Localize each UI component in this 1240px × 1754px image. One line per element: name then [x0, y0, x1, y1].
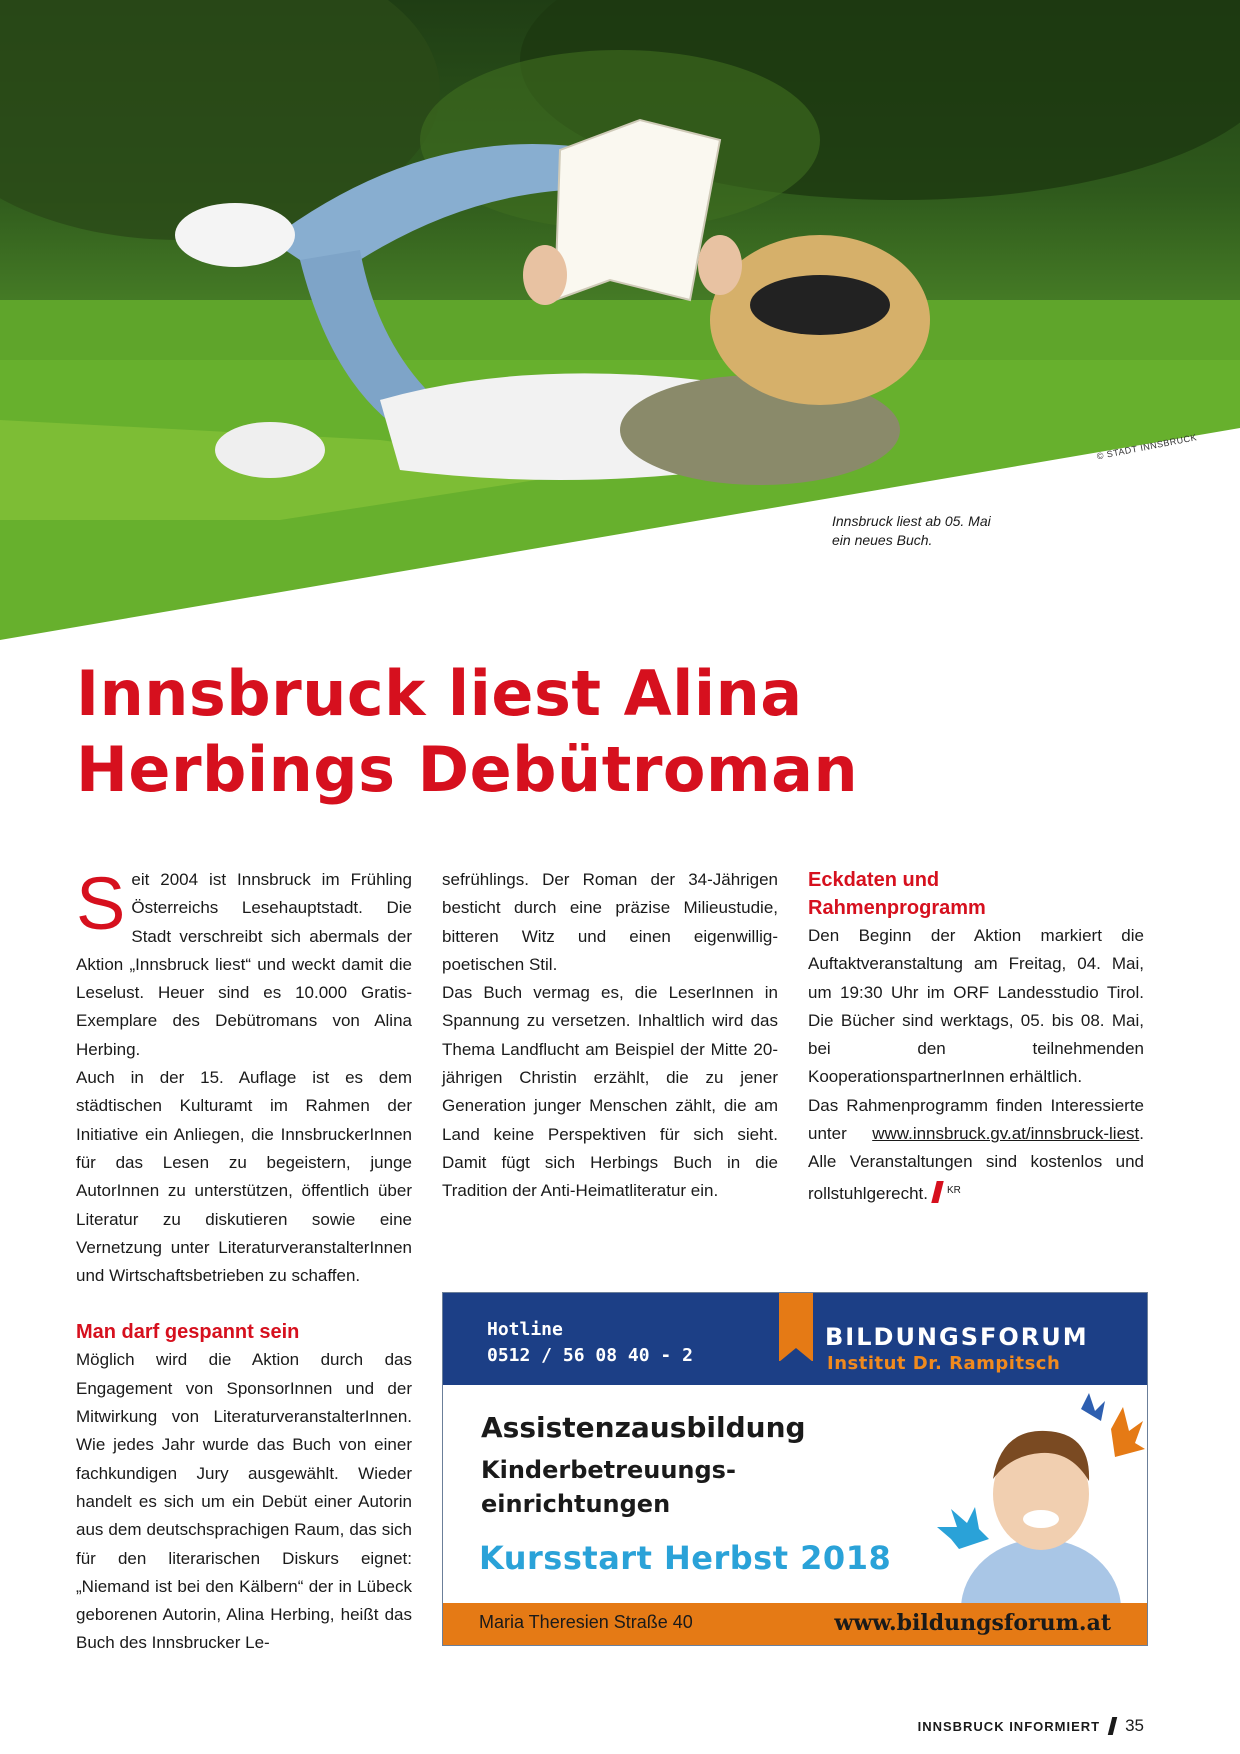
paragraph-6: Den Beginn der Aktion markiert die Auftaktveranstaltung am Freitag, 04. Mai, um 19:30 Uhr im ORF Landesstudio Tirol. Die Bücher sind werktags, 05. bis 08. Mai, bei den teilnehmenden KooperationspartnerInnen erhältlich. [808, 926, 1144, 1087]
article-column-3 [808, 866, 1144, 1208]
innsbruck-liest-link[interactable]: www.innsbruck.gv.at/innsbruck-liest [872, 1124, 1140, 1144]
title-line-2: Herbings Debütroman [76, 733, 859, 806]
article-column-2 [442, 866, 778, 1206]
ad-hotline [487, 1317, 693, 1369]
ad-brand: BILDUNGSFORUM [825, 1323, 1089, 1351]
subhead-eckdaten [808, 866, 1144, 922]
advertisement-bildungsforum[interactable] [442, 1292, 1148, 1646]
paragraph-7 [808, 1092, 1144, 1208]
ad-course-start: Kursstart Herbst 2018 [479, 1539, 892, 1577]
diagonal-white-cut [0, 0, 1240, 640]
ad-header-bar [443, 1293, 1147, 1385]
ad-footer-bar [443, 1603, 1147, 1645]
subhead-eckdaten-line-2: Rahmenprogramm [808, 897, 986, 919]
author-initials: KR [947, 1184, 961, 1196]
child-painted-hands-image [931, 1389, 1147, 1603]
paragraph-7-text-end: . Alle Veranstaltungen sind kostenlos und rollstuhlgerecht. [808, 1124, 1144, 1203]
publication-name: INNSBRUCK INFORMIERT [917, 1719, 1101, 1734]
page-number: 35 [1125, 1716, 1144, 1735]
paragraph-intro [76, 862, 412, 1064]
bookmark-ribbon-icon [779, 1293, 813, 1361]
caption-line-1: Innsbruck liest ab 05. Mai [832, 513, 991, 529]
paragraph-2: Auch in der 15. Auflage ist es dem städtischen Kulturamt im Rahmen der Initiative ein Anliegen, die InnsbruckerInnen für das Lesen zu begeistern, junge AutorInnen zu unterstützen, öffentlich über Literatur zu diskutieren sowie eine Vernetzung unter LiteraturveranstalterInnen und Wirtschaftsbetrieben zu schaffen. [76, 1068, 412, 1286]
photo-caption [832, 512, 1052, 550]
photo-credit: © STADT INNSBRUCK [1096, 432, 1198, 462]
paragraph-5: Das Buch vermag es, die LeserInnen in Spannung zu versetzen. Inhaltlich wird das Thema Landflucht am Beispiel der Mitte 20-jährigen Christin erzählt, die zu jener Generation junger Menschen zählt, die am Land keine Perspektiven für sich sieht. Damit fügt sich Herbings Buch in die Tradition der Anti-Heimatliteratur ein. [442, 983, 778, 1201]
ad-subheadline: Kinderbetreuungs-einrichtungen [481, 1456, 736, 1518]
subhead-eckdaten-line-1: Eckdaten und [808, 869, 940, 891]
article-title [76, 656, 1076, 808]
paragraph-4: sefrühlings. Der Roman der 34-Jährigen besticht durch eine präzise Milieustudie, bitteren Witz und einen eigenwillig-poetischen Stil. [442, 870, 778, 974]
ad-address: Maria Theresien Straße 40 [479, 1612, 693, 1632]
drop-cap: S [76, 862, 126, 945]
ad-website-link[interactable]: www.bildungsforum.at [834, 1610, 1111, 1636]
subhead-man-darf: Man darf gespannt sein [76, 1321, 300, 1344]
page-footer [918, 1716, 1144, 1736]
paragraph-7-text: Das Rahmenprogramm finden Interessierte unter [808, 1095, 1144, 1144]
ad-hotline-label: Hotline [487, 1319, 563, 1340]
ad-hotline-number: 0512 / 56 08 40 - 2 [487, 1345, 693, 1366]
title-line-1: Innsbruck liest Alina [76, 657, 803, 730]
ad-headline: Assistenzausbildung [481, 1411, 806, 1444]
hero-photo [0, 0, 1240, 640]
paragraph-intro-text: eit 2004 ist Innsbruck im Frühling Österreichs Lesehauptstadt. Die Stadt verschreibt sich abermals der Aktion „Innsbruck liest“ und weckt damit die Leselust. Heuer sind es 10.000 Gratis-Exemplare des Debütromans von Alina Herbing. [76, 870, 412, 1059]
paragraph-3: Möglich wird die Aktion durch das Engagement von SponsorInnen und der Mitwirkung von LiteraturveranstalterInnen. Wie jedes Jahr wurde das Buch von einer fachkundigen Jury ausgewählt. Wieder handelt es sich um ein Debüt einer Autorin aus dem deutschsprachigen Raum, das sich für den literarischen Diskurs eignet: „Niemand ist bei den Kälbern“ der in Lübeck geborenen Autorin, Alina Herbing, heißt das Buch des Innsbrucker Le- [76, 1350, 412, 1653]
footer-divider-icon [1108, 1717, 1117, 1735]
ad-institute: Institut Dr. Rampitsch [827, 1353, 1061, 1374]
end-mark-icon [931, 1181, 943, 1203]
caption-line-2: ein neues Buch. [832, 532, 933, 548]
article-column-1 [76, 862, 412, 1658]
